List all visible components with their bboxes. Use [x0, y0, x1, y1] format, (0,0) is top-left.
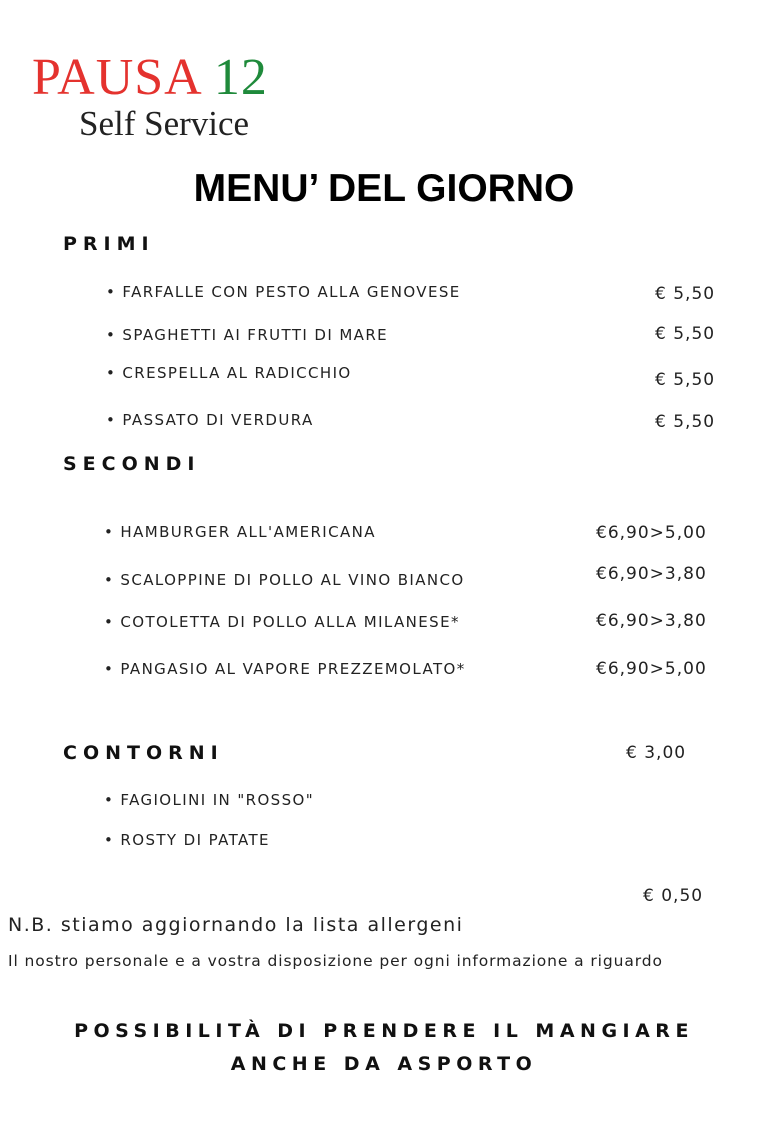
logo-number: 12: [213, 49, 268, 106]
page-title: MENU’ DEL GIORNO: [193, 167, 575, 210]
logo: [32, 49, 268, 106]
menu-item: • SCALOPPINE DI POLLO AL VINO BIANCO: [104, 571, 465, 589]
menu-item: • ROSTY DI PATATE: [104, 831, 270, 849]
takeaway-line-1: POSSIBILITÀ DI PRENDERE IL MANGIARE: [74, 1020, 694, 1042]
section-heading-secondi: SECONDI: [63, 453, 201, 475]
logo-word: PAUSA: [32, 49, 200, 106]
menu-item: • SPAGHETTI AI FRUTTI DI MARE: [106, 326, 389, 344]
menu-item: • PASSATO DI VERDURA: [106, 411, 314, 429]
menu-item: • COTOLETTA DI POLLO ALLA MILANESE*: [104, 613, 460, 631]
menu-item: • FARFALLE CON PESTO ALLA GENOVESE: [106, 283, 461, 301]
menu-item: • CRESPELLA AL RADICCHIO: [106, 364, 352, 382]
menu-item: • HAMBURGER ALL'AMERICANA: [104, 523, 376, 541]
section-heading-contorni: CONTORNI: [63, 742, 224, 764]
menu-item-price: €6,90>5,00: [596, 523, 707, 543]
logo-subtitle: Self Service: [79, 104, 250, 143]
staff-note: Il nostro personale e a vostra disposizione per ogni informazione a riguardo: [8, 952, 663, 970]
section-price-contorni: € 3,00: [626, 743, 687, 763]
menu-item-price: € 5,50: [655, 370, 716, 390]
menu-item: • PANGASIO AL VAPORE PREZZEMOLATO*: [104, 660, 466, 678]
extra-price: € 0,50: [643, 886, 704, 906]
menu-item-price: €6,90>5,00: [596, 659, 707, 679]
menu-item-price: € 5,50: [655, 284, 716, 304]
takeaway-line-2: ANCHE DA ASPORTO: [230, 1053, 538, 1075]
menu-item-price: € 5,50: [655, 412, 716, 432]
menu-item-price: €6,90>3,80: [596, 611, 707, 631]
allergen-note: N.B. stiamo aggiornando la lista allergeni: [8, 914, 464, 936]
section-heading-primi: PRIMI: [63, 233, 155, 255]
menu-item-price: €6,90>3,80: [596, 564, 707, 584]
menu-item: • FAGIOLINI IN "ROSSO": [104, 791, 315, 809]
menu-item-price: € 5,50: [655, 324, 716, 344]
